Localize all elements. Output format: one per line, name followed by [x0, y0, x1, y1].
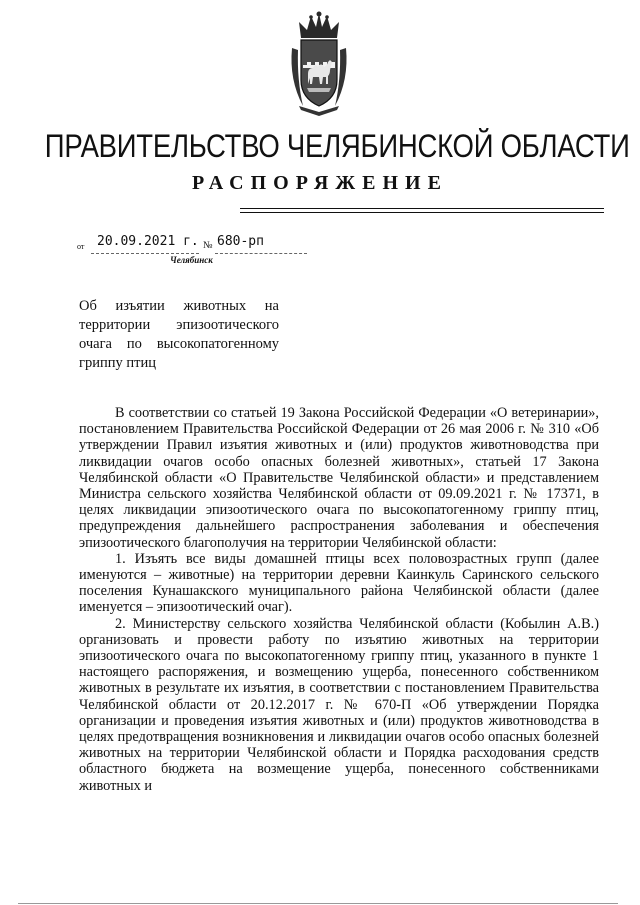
date-underline: [91, 253, 199, 254]
date-prefix: от: [77, 242, 85, 251]
body-paragraph-item-1: 1. Изъять все виды домашней птицы всех половозрастных групп (далее именуются – животные) на территории деревни Каинкуль Саринского сельского поселения Кунашакского муниципального района Челябинской области (далее именуется – эпизоотический очаг).: [79, 550, 599, 616]
document-body: [79, 405, 599, 794]
document-number: 680-рп: [217, 234, 264, 249]
number-sign: №: [203, 240, 213, 251]
document-date: 20.09.2021 г.: [97, 234, 199, 249]
scan-edge-line: [18, 903, 618, 904]
body-paragraph-preamble: В соответствии со статьей 19 Закона Российской Федерации «О ветеринарии», постановлением Правительства Российской Федерации от 26 мая 2006 г. № 310 «Об утверждении Правил изъятия животных и (или) продуктов животноводства при ликвидации очагов особо опасных болезней животных», статьей 17 Закона Челябинской области «О Правительстве Челябинской области» и представлением Министра сельского хозяйства Челябинской области от 09.09.2021 г. № 17371, в целях ликвидации эпизоотического очага по высокопатогенному гриппу птиц, предупреждения дальнейшего распространения заболевания и обеспечения эпизоотического благополучия на территории Челябинской области:: [79, 405, 599, 551]
number-underline: [215, 253, 307, 254]
body-paragraph-item-2: 2. Министерству сельского хозяйства Челябинской области (Кобылин А.В.) организовать и провести работу по изъятию животных на территории эпизоотического очага по высокопатогенному гриппу птиц, указанного в пункте 1 настоящего распоряжения, и возмещению ущерба, понесенного собственником животных в результате их изъятия, в соответствии с постановлением Правительства Челябинской области от 20.12.2017 г. № 670-П «Об утверждении Порядка организации и проведения изъятия животных и (или) продуктов животноводства в целях предотвращения возникновения и ликвидации очагов особо опасных болезней животных на территории Челябинской области и Порядка расходования средств областного бюджета на возмещение ущерба, понесенного собственниками животных и: [79, 615, 599, 794]
header-rule: [240, 208, 604, 209]
city-label: Челябинск: [170, 255, 213, 265]
government-title: ПРАВИТЕЛЬСТВО ЧЕЛЯБИНСКОЙ ОБЛАСТИ: [44, 128, 630, 164]
chelyabinsk-coat-of-arms-icon: [289, 10, 349, 116]
header-rule-thin: [240, 212, 604, 213]
document-type-heading: РАСПОРЯЖЕНИЕ: [192, 172, 448, 194]
document-subject: Об изъятии животных на территории эпизоотического очага по высокопатогенному гриппу птиц: [79, 298, 279, 371]
